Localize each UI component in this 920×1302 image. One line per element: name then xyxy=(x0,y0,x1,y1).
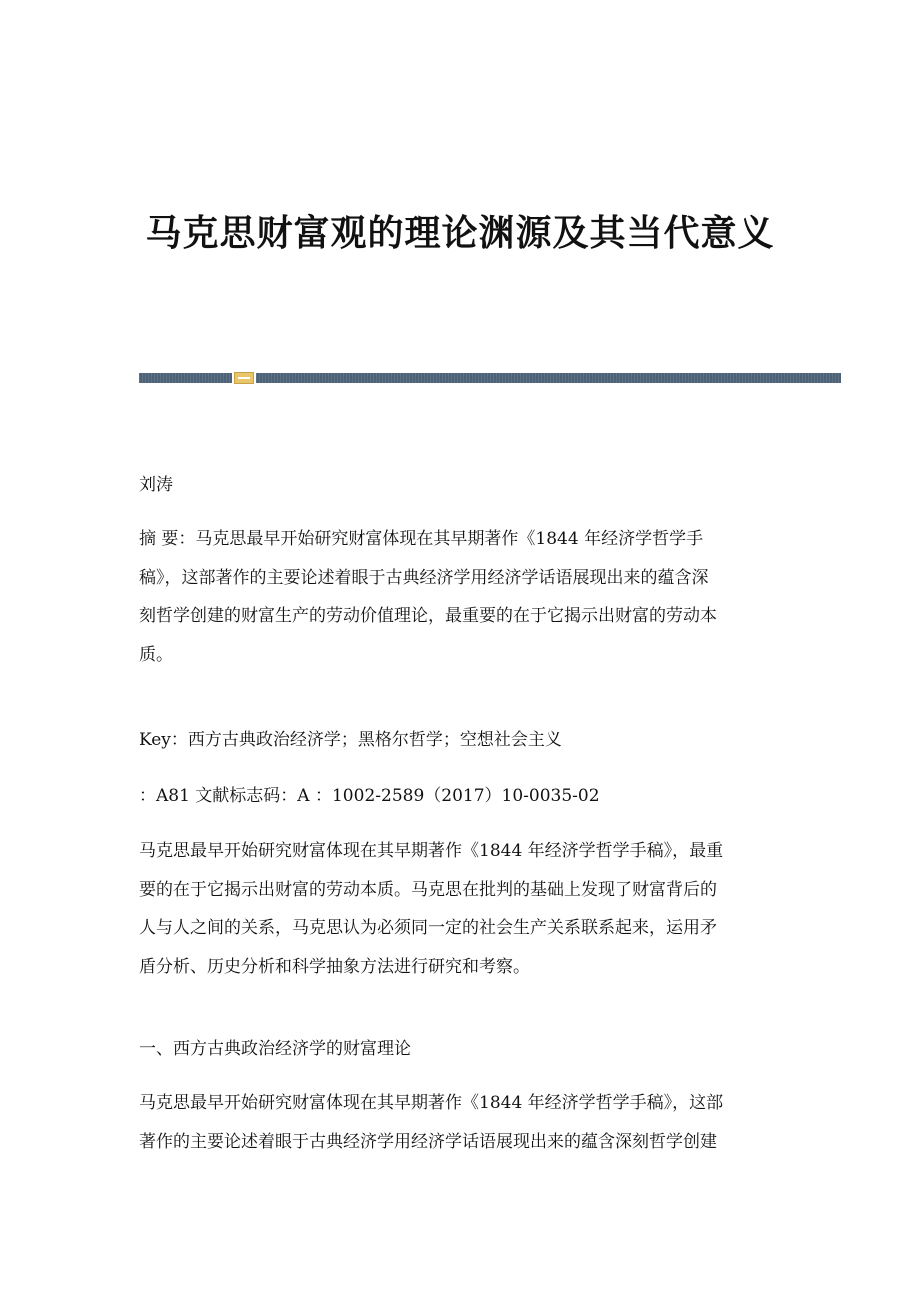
abstract-block xyxy=(139,520,779,675)
section-paragraph xyxy=(139,1084,779,1161)
abstract-line: 稿》，这部著作的主要论述着眼于古典经济学用经济学话语展现出来的蕴含深 xyxy=(139,567,709,588)
intro-line: 要的在于它揭示出财富的劳动本质。马克思在批判的基础上发现了财富背后的 xyxy=(139,879,717,900)
keywords-line xyxy=(139,727,779,753)
divider-emblem-icon xyxy=(234,372,254,384)
abstract-line: 刻哲学创建的财富生产的劳动价值理论，最重要的在于它揭示出财富的劳动本 xyxy=(139,606,717,627)
section-heading: 一、西方古典政治经济学的财富理论 xyxy=(139,1039,411,1059)
title-divider-right xyxy=(256,373,841,383)
keywords-label: Key： xyxy=(139,730,188,750)
title-divider-left xyxy=(139,373,232,383)
abstract-label: 摘 要： xyxy=(139,529,196,549)
keywords-text: 西方古典政治经济学；黑格尔哲学；空想社会主义 xyxy=(187,730,562,750)
abstract-line: 摘 要：马克思最早开始研究财富体现在其早期著作《1844 年经济学哲学手 xyxy=(139,529,704,549)
intro-line: 盾分析、历史分析和科学抽象方法进行研究和考察。 xyxy=(139,957,530,978)
classification-line: ：A81 文献标志码：A ：1002-2589（2017）10-0035-02 xyxy=(139,786,600,806)
intro-paragraph xyxy=(139,832,779,987)
section-line: 马克思最早开始研究财富体现在其早期著作《1844 年经济学哲学手稿》，这部 xyxy=(139,1093,724,1113)
document-title: 马克思财富观的理论渊源及其当代意义 xyxy=(145,213,775,254)
intro-line: 马克思最早开始研究财富体现在其早期著作《1844 年经济学哲学手稿》，最重 xyxy=(139,841,724,861)
author-name: 刘涛 xyxy=(139,475,173,495)
abstract-line: 质。 xyxy=(139,645,173,666)
section-line: 著作的主要论述着眼于古典经济学用经济学话语展现出来的蕴含深刻哲学创建 xyxy=(139,1131,717,1152)
intro-line: 人与人之间的关系，马克思认为必须同一定的社会生产关系联系起来，运用矛 xyxy=(139,918,717,939)
